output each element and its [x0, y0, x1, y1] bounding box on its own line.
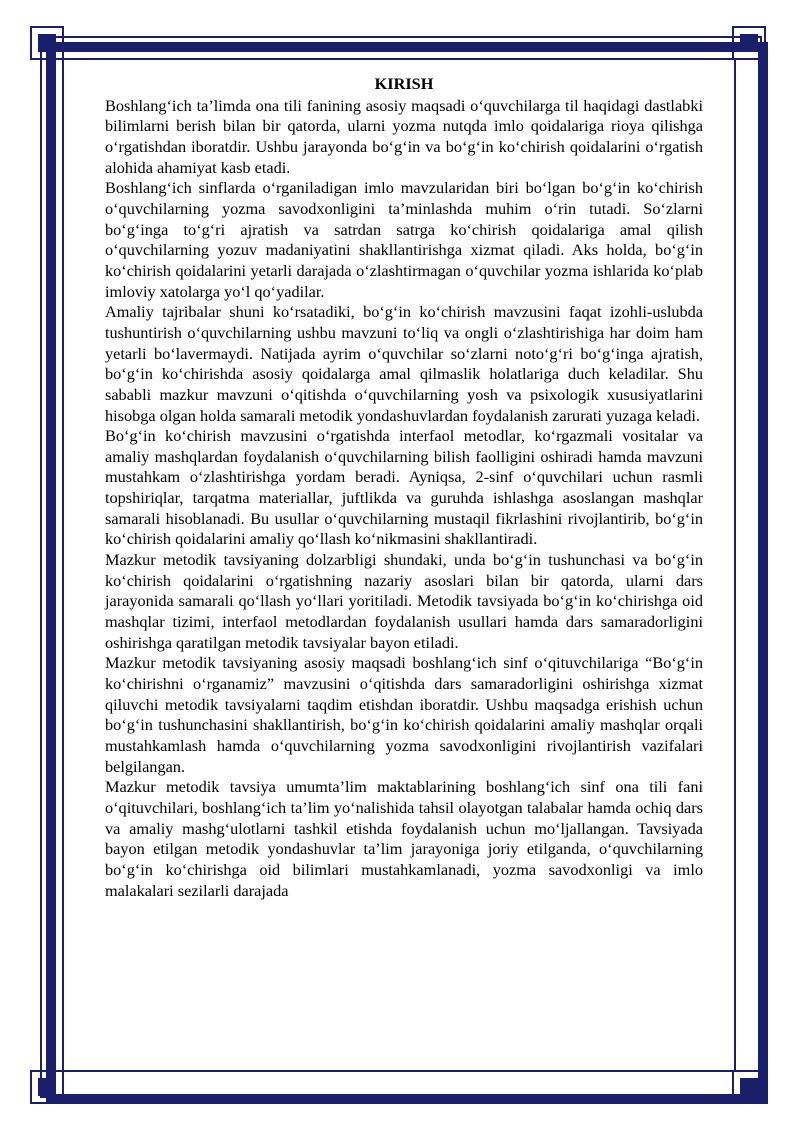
paragraph-2: Boshlang‘ich sinflarda o‘rganiladigan imlo mavzularidan biri bo‘lgan bo‘g‘in ko‘chirish o‘quvchilarning yozma savodxonligini ta’minlashda muhim o‘rin tutadi. So‘zlarni bo‘g‘inga to‘g‘ri ajratish va satrdan satrga ko‘chirish qoidalariga amal qilish o‘quvchilarning yozuv madaniyatini shakllantirishga xizmat qiladi. Aks holda, bo‘g‘in ko‘chirish qoidalarini yetarli darajada o‘zlashtirmagan o‘quvchilar yozma ishlarida ko‘plab imloviy xatolarga yo‘l qo‘yadilar.	[105, 178, 703, 301]
paragraph-7: Mazkur metodik tavsiya umumta’lim maktablarining boshlang‘ich sinf ona tili fani o‘qituvchilari, boshlang‘ich ta’lim yo‘nalishida tahsil olayotgan talabalar hamda ochiq dars va amaliy mashg‘ulotlarni tashkil etishda foydalanish uchun mo‘ljallangan. Tavsiyada bayon etilgan metodik yondashuvlar ta’lim jarayoniga joriy etilganda, o‘quvchilarning bo‘g‘in ko‘chirishga oid bilimlari mustahkamlanadi, yozma savodxonligi va imlo malakalari sezilarli darajada	[105, 777, 703, 900]
corner-ornament-top-right	[732, 26, 766, 60]
paragraph-4: Bo‘g‘in ko‘chirish mavzusini o‘rgatishda interfaol metodlar, ko‘rgazmali vositalar va amaliy mashqlardan foydalanish o‘quvchilarning bilish faolligini oshiradi hamda mavzuni mustahkam o‘zlashtirishga yordam beradi. Ayniqsa, 2-sinf o‘quvchilari uchun rasmli topshiriqlar, tarqatma materiallar, juftlikda va guruhda ishlashga asoslangan mashqlar samarali hisoblanadi. Bu usullar o‘quvchilarning mustaqil fikrlashini rivojlantirib, bo‘g‘in ko‘chirish qoidalarini amaliy qo‘llash ko‘nikmasini shakllantiradi.	[105, 426, 703, 549]
corner-ornament-top-left	[30, 26, 64, 60]
document-body	[105, 74, 703, 901]
page-title: KIRISH	[374, 74, 434, 93]
corner-ornament-bottom-left	[30, 1070, 64, 1104]
paragraph-5: Mazkur metodik tavsiyaning dolzarbligi shundaki, unda bo‘g‘in tushunchasi va bo‘g‘in ko‘chirish qoidalarini o‘rgatishning nazariy asoslari bilan bir qatorda, ularni dars jarayonida samarali qo‘llash yo‘llari yoritiladi. Metodik tavsiyada bo‘g‘in ko‘chirishga oid mashqlar tizimi, interfaol metodlardan foydalanish usullari hamda dars samaradorligini oshirishga qaratilgan metodik tavsiyalar bayon etiladi.	[105, 550, 703, 652]
paragraph-1: Boshlang‘ich ta’limda ona tili fanining asosiy maqsadi o‘quvchilarga til haqidagi dastlabki bilimlarni berish bilan bir qatorda, ularni yozma nutqda imlo qoidalariga rioya qilishga o‘rgatishdan iboratdir. Ushbu jarayonda bo‘g‘in va bo‘g‘in ko‘chirish qoidalarini o‘rgatish alohida ahamiyat kasb etadi.	[105, 95, 703, 177]
paragraph-3: Amaliy tajribalar shuni ko‘rsatadiki, bo‘g‘in ko‘chirish mavzusini faqat izohli-uslubda tushuntirish o‘quvchilarning ushbu mavzuni to‘liq va ongli o‘zlashtirishiga har doim ham yetarli bo‘lavermaydi. Natijada ayrim o‘quvchilar so‘zlarni noto‘g‘ri bo‘g‘inga ajratish, bo‘g‘in ko‘chirishda asosiy qoidalarga amal qilmaslik holatlariga duch keladilar. Shu sababli mazkur mavzuni o‘qitishda o‘quvchilarning yosh va psixologik xususiyatlarini hisobga olgan holda samarali metodik yondashuvlardan foydalanish zarurati yuzaga keladi.	[105, 302, 703, 425]
corner-ornament-bottom-right	[732, 1070, 766, 1104]
paragraph-6: Mazkur metodik tavsiyaning asosiy maqsadi boshlang‘ich sinf o‘qituvchilariga “Bo‘g‘in ko‘chirishni o‘rganamiz” mavzusini o‘qitishda dars samaradorligini oshirishga xizmat qiluvchi metodik tavsiyalarni taqdim etishdan iboratdir. Ushbu maqsadga erishish uchun bo‘g‘in tushunchasini shakllantirish, bo‘g‘in ko‘chirish qoidalarini amaliy mashqlar orqali mustahkamlash hamda o‘quvchilarning yozma savodxonligini rivojlantirish vazifalari belgilangan.	[105, 653, 703, 776]
